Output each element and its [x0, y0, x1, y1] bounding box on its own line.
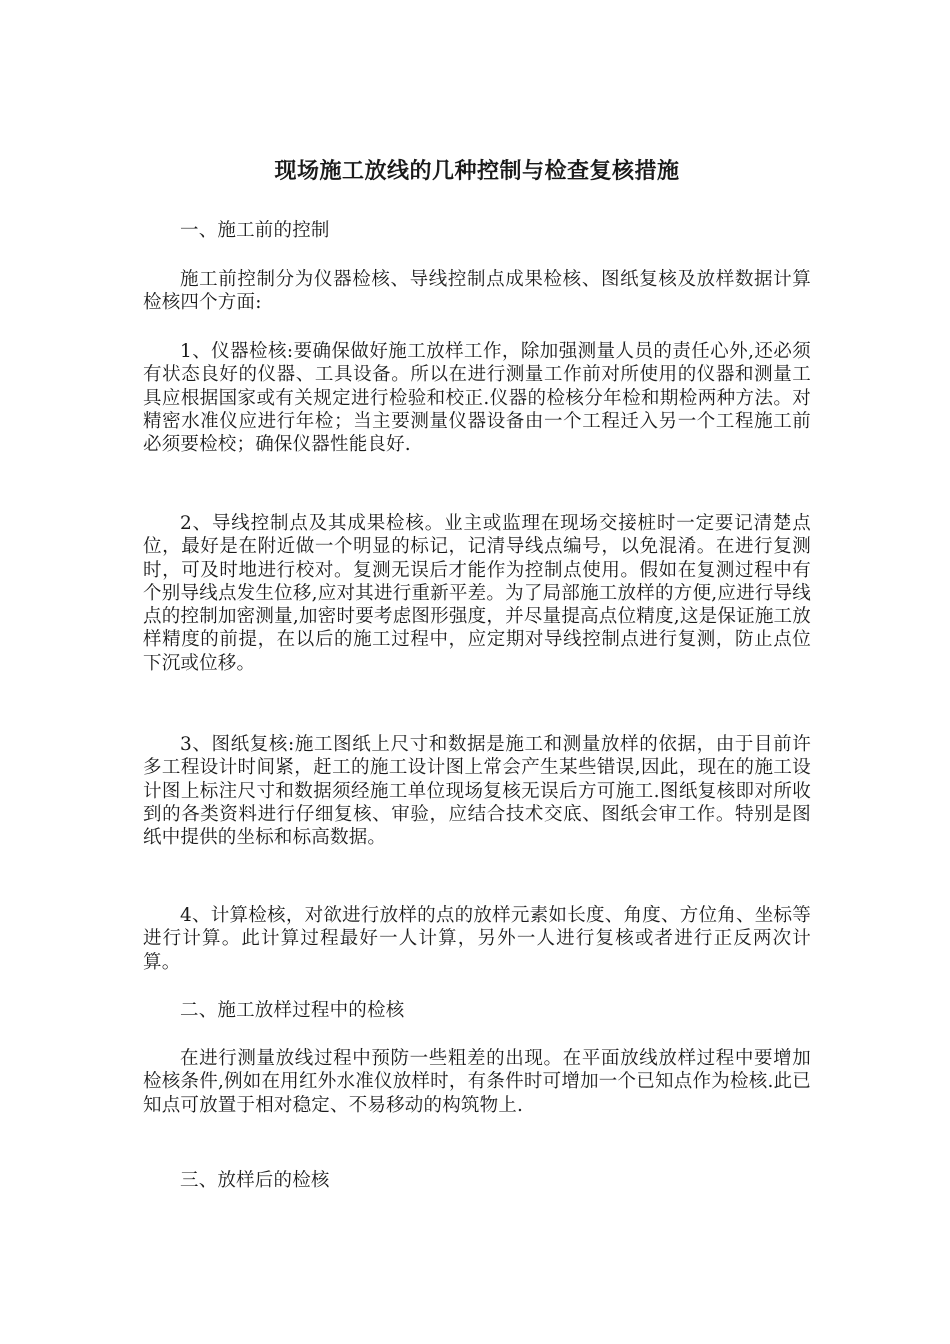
paragraph: 2、导线控制点及其成果检核。业主或监理在现场交接桩时一定要记清楚点位，最好是在附近做一个明显的标记，记清导线点编号，以免混淆。在进行复测时，可及时地进行校对。复测无误后才能作为控制点使用。假如在复测过程中有个别导线点发生位移,应对其进行重新平差。为了局部施工放样的方便,应进行导线点的控制加密测量,加密时要考虑图形强度，并尽量提高点位精度,这是保证施工放样精度的前提，在以后的施工过程中，应定期对导线控制点进行复测，防止点位下沉或位移。 [143, 513, 811, 674]
document-title: 现场施工放线的几种控制与检查复核措施 [274, 158, 680, 184]
section-heading-1: 一、施工前的控制 [180, 220, 330, 241]
paragraph: 4、计算检核，对欲进行放样的点的放样元素如长度、角度、方位角、坐标等进行计算。此计算过程最好一人计算，另外一人进行复核或者进行正反两次计算。 [143, 905, 811, 973]
paragraph: 施工前控制分为仪器检核、导线控制点成果检核、图纸复核及放样数据计算检核四个方面: [143, 269, 811, 314]
paragraph: 3、图纸复核:施工图纸上尺寸和数据是施工和测量放样的依据，由于目前许多工程设计时间紧，赶工的施工设计图上常会产生某些错误,因此，现在的施工设计图上标注尺寸和数据须经施工单位现场复核无误后方可施工.图纸复核即对所收到的各类资料进行仔细复核、审验，应结合技术交底、图纸会审工作。特别是图纸中提供的坐标和标高数据。 [143, 734, 811, 849]
section-heading-3: 三、放样后的检核 [180, 1170, 330, 1191]
paragraph: 1、仪器检核:要确保做好施工放样工作，除加强测量人员的责任心外,还必须有状态良好的仪器、工具设备。所以在进行测量工作前对所使用的仪器和测量工具应根据国家或有关规定进行检验和校正.仪器的检核分年检和期检两种方法。对精密水准仪应进行年检；当主要测量仪器设备由一个工程迁入另一个工程施工前必须要检校；确保仪器性能良好. [143, 341, 811, 456]
section-heading-2: 二、施工放样过程中的检核 [180, 1000, 405, 1021]
paragraph: 在进行测量放线过程中预防一些粗差的出现。在平面放线放样过程中要增加检核条件,例如在用红外水准仪放样时，有条件时可增加一个已知点作为检核.此已知点可放置于相对稳定、不易移动的构筑物上. [143, 1048, 811, 1116]
